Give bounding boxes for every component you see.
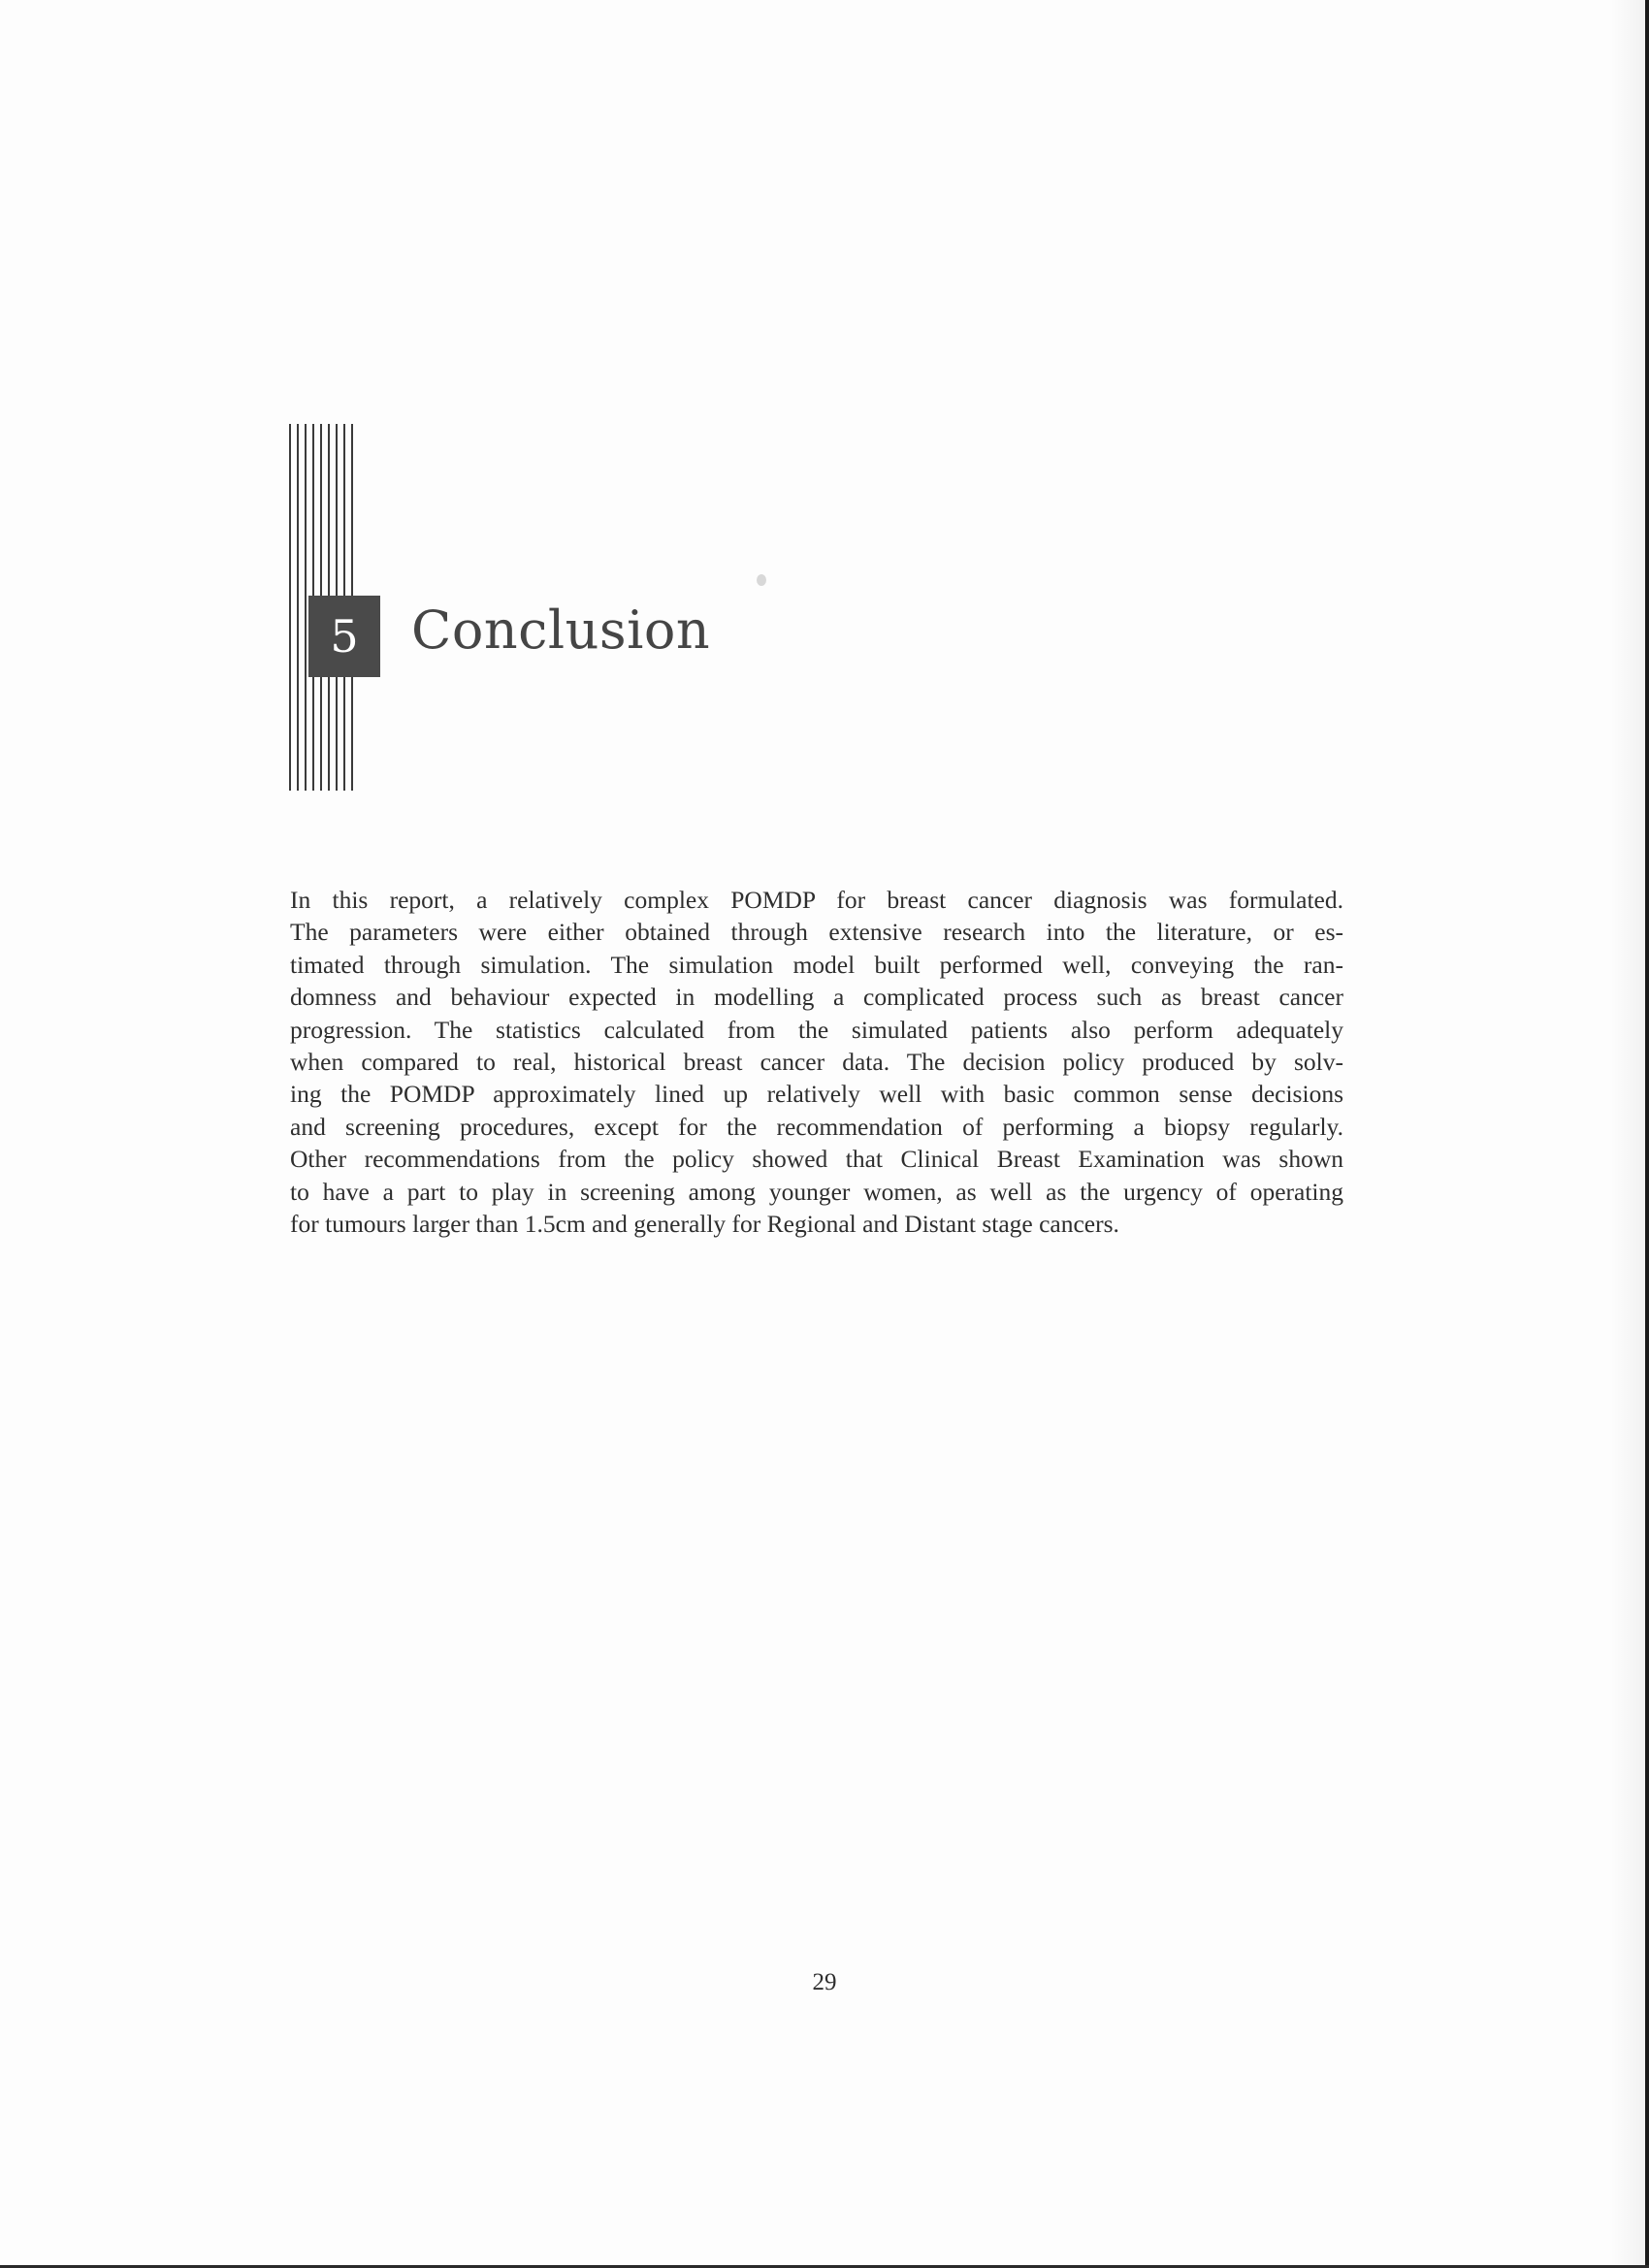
body-line: ing the POMDP approximately lined up relatively well with basic common sense decisions [290, 1080, 1343, 1109]
body-line: when compared to real, historical breast cancer data. The decision policy produced by solv- [290, 1048, 1343, 1077]
body-line: Other recommendations from the policy showed that Clinical Breast Examination was shown [290, 1145, 1343, 1174]
scan-edge-shadow [1610, 0, 1649, 2268]
body-line: domness and behaviour expected in modelling a complicated process such as breast cancer [290, 983, 1343, 1012]
body-line: timated through simulation. The simulation model built performed well, conveying the ran- [290, 950, 1343, 979]
body-line: The parameters were either obtained through extensive research into the literature, or es- [290, 918, 1343, 947]
body-line: In this report, a relatively complex POMDP for breast cancer diagnosis was formulated. [290, 886, 1343, 914]
body-line: for tumours larger than 1.5cm and generally for Regional and Distant stage cancers. [290, 1210, 1119, 1239]
body-line: progression. The statistics calculated from the simulated patients also perform adequately [290, 1015, 1343, 1044]
body-paragraph [290, 884, 1343, 1240]
page-number: 29 [812, 1969, 837, 1995]
scan-edge-line [1645, 0, 1649, 2268]
body-line: and screening procedures, except for the recommendation of performing a biopsy regularly. [290, 1112, 1343, 1141]
chapter-title: Conclusion [411, 599, 711, 661]
body-line: to have a part to play in screening among younger women, as well as the urgency of operating [290, 1177, 1343, 1206]
scan-speck [757, 574, 766, 586]
chapter-number: 5 [330, 610, 359, 663]
chapter-number-box [308, 596, 380, 677]
